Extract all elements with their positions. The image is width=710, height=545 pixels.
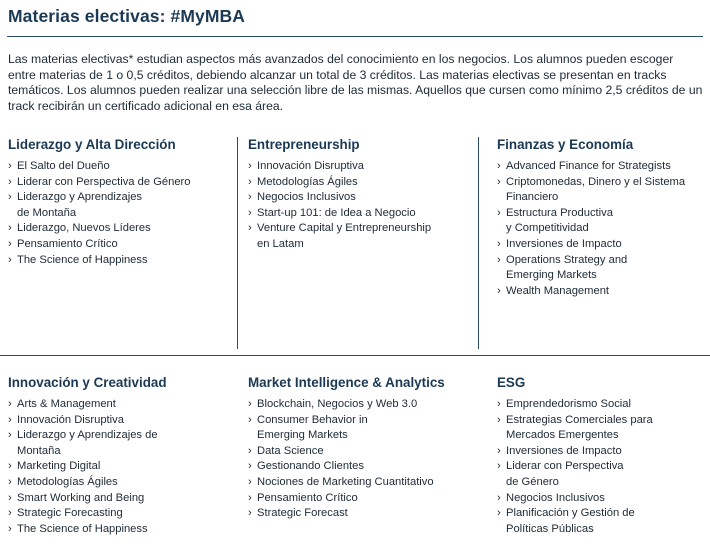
track-finanzas: [497, 136, 707, 299]
list-item: [497, 159, 707, 175]
list-item-label: Inversiones de Impacto: [506, 444, 622, 457]
track-list: [248, 159, 474, 253]
list-item: [497, 237, 707, 253]
list-item-label: Inversiones de Impacto: [506, 237, 622, 250]
list-item-label: Pensamiento Crítico: [257, 491, 358, 504]
track-list: [497, 159, 707, 299]
list-item: [248, 413, 478, 444]
list-item: [497, 175, 707, 206]
list-item: [248, 397, 478, 413]
track-heading: ESG: [497, 375, 526, 390]
list-item: [497, 206, 707, 237]
list-item: [248, 190, 474, 206]
list-item: [497, 459, 707, 490]
list-item-label: Nociones de Marketing Cuantitativo: [257, 475, 434, 488]
track-list: [248, 397, 478, 522]
track-heading: Market Intelligence & Analytics: [248, 375, 445, 390]
intro-paragraph: Las materias electivas* estudian aspectos más avanzados del conocimiento en los negocios. Los alumnos pueden escoger entre materias de 1 o 0,5 créditos, debiendo alcanzar un total de 3 créditos. Las materias electivas se presentan en tracks temáticos. Los alumnos pueden realizar una selección libre de las mismas. Aquellos que cursen como mínimo 2,5 créditos de un track recibirán un certificado adicional en esa área.: [8, 52, 703, 113]
track-heading: Entrepreneurship: [248, 137, 360, 152]
list-item-label: Operations Strategy and Emerging Markets: [506, 253, 628, 282]
list-item: [8, 428, 234, 459]
list-item: [8, 522, 234, 538]
list-item-label: Metodologías Ágiles: [257, 175, 358, 188]
list-item-label: Innovación Disruptiva: [17, 413, 124, 426]
column-divider: [237, 137, 238, 349]
list-item: [8, 221, 234, 237]
list-item-label: Metodologías Ágiles: [17, 475, 118, 488]
track-market-intelligence: [248, 374, 478, 522]
list-item: [248, 159, 474, 175]
list-item: [248, 175, 474, 191]
list-item: [497, 284, 707, 300]
list-item: [8, 475, 234, 491]
list-item: [248, 444, 478, 460]
list-item: [248, 475, 478, 491]
list-item: [8, 506, 234, 522]
list-item: [8, 253, 234, 269]
list-item-label: Smart Working and Being: [17, 491, 145, 504]
list-item-label: Consumer Behavior in Emerging Markets: [257, 413, 368, 442]
list-item: [248, 206, 474, 222]
list-item: [8, 459, 234, 475]
list-item: [8, 397, 234, 413]
list-item-label: Liderazgo y Aprendizajes de Montaña: [17, 191, 143, 219]
list-item: [8, 413, 234, 429]
page-title: Materias electivas: #MyMBA: [8, 6, 246, 26]
title-divider: [7, 36, 703, 37]
list-item-label: Start-up 101: de Idea a Negocio: [257, 206, 416, 219]
list-item-label: Innovación Disruptiva: [257, 160, 364, 172]
list-item-label: Estrategias Comerciales para Mercados Emergentes: [506, 413, 653, 442]
track-heading: Innovación y Creatividad: [8, 375, 167, 390]
list-item-label: Liderar con Perspectiva de Género: [17, 175, 191, 188]
track-list: [8, 397, 234, 537]
list-item: [8, 175, 234, 191]
list-item: [248, 221, 474, 252]
list-item-label: Pensamiento Crítico: [17, 237, 118, 250]
track-list: [8, 159, 234, 268]
list-item-label: Arts & Management: [17, 398, 116, 410]
list-item-label: Blockchain, Negocios y Web 3.0: [257, 398, 418, 410]
list-item: [497, 413, 707, 444]
track-entrepreneurship: [248, 136, 474, 253]
track-liderazgo: [8, 136, 234, 268]
list-item: [497, 253, 707, 284]
list-item-label: Planificación y Gestión de Políticas Públicas: [506, 507, 635, 535]
list-item-label: Negocios Inclusivos: [257, 191, 356, 204]
row-divider: [0, 355, 710, 356]
list-item-label: El Salto del Dueño: [17, 160, 110, 172]
list-item: [248, 459, 478, 475]
list-item: [497, 397, 707, 413]
list-item: [497, 444, 707, 460]
list-item-label: Marketing Digital: [17, 460, 101, 473]
track-heading: Finanzas y Economía: [497, 137, 634, 152]
list-item-label: Liderazgo y Aprendizajes de Montaña: [17, 429, 158, 457]
track-innovacion: [8, 374, 234, 537]
list-item: [497, 491, 707, 507]
list-item-label: Gestionando Clientes: [257, 460, 364, 473]
list-item-label: Emprendedorismo Social: [506, 398, 631, 410]
list-item-label: Data Science: [257, 444, 324, 457]
list-item: [248, 506, 478, 522]
list-item-label: Wealth Management: [506, 284, 610, 297]
list-item-label: Estructura Productiva y Competitividad: [506, 206, 613, 235]
list-item-label: Advanced Finance for Strategists: [506, 160, 671, 172]
list-item: [8, 159, 234, 175]
list-item: [8, 237, 234, 253]
list-item: [248, 491, 478, 507]
list-item-label: Venture Capital y Entrepreneurship en Latam: [257, 222, 432, 250]
list-item-label: Liderar con Perspectiva de Género: [506, 460, 624, 488]
list-item-label: Negocios Inclusivos: [506, 491, 605, 504]
list-item: [497, 506, 707, 537]
list-item-label: Strategic Forecasting: [17, 507, 123, 520]
list-item: [8, 190, 234, 221]
list-item-label: Strategic Forecast: [257, 507, 348, 520]
list-item-label: The Science of Happiness: [17, 522, 148, 535]
column-divider: [478, 137, 479, 349]
list-item: [8, 491, 234, 507]
track-heading: Liderazgo y Alta Dirección: [8, 137, 176, 152]
list-item-label: Criptomonedas, Dinero y el Sistema Financiero: [506, 175, 686, 204]
track-list: [497, 397, 707, 537]
track-esg: [497, 374, 707, 537]
list-item-label: The Science of Happiness: [17, 253, 148, 266]
list-item-label: Liderazgo, Nuevos Líderes: [17, 222, 151, 235]
